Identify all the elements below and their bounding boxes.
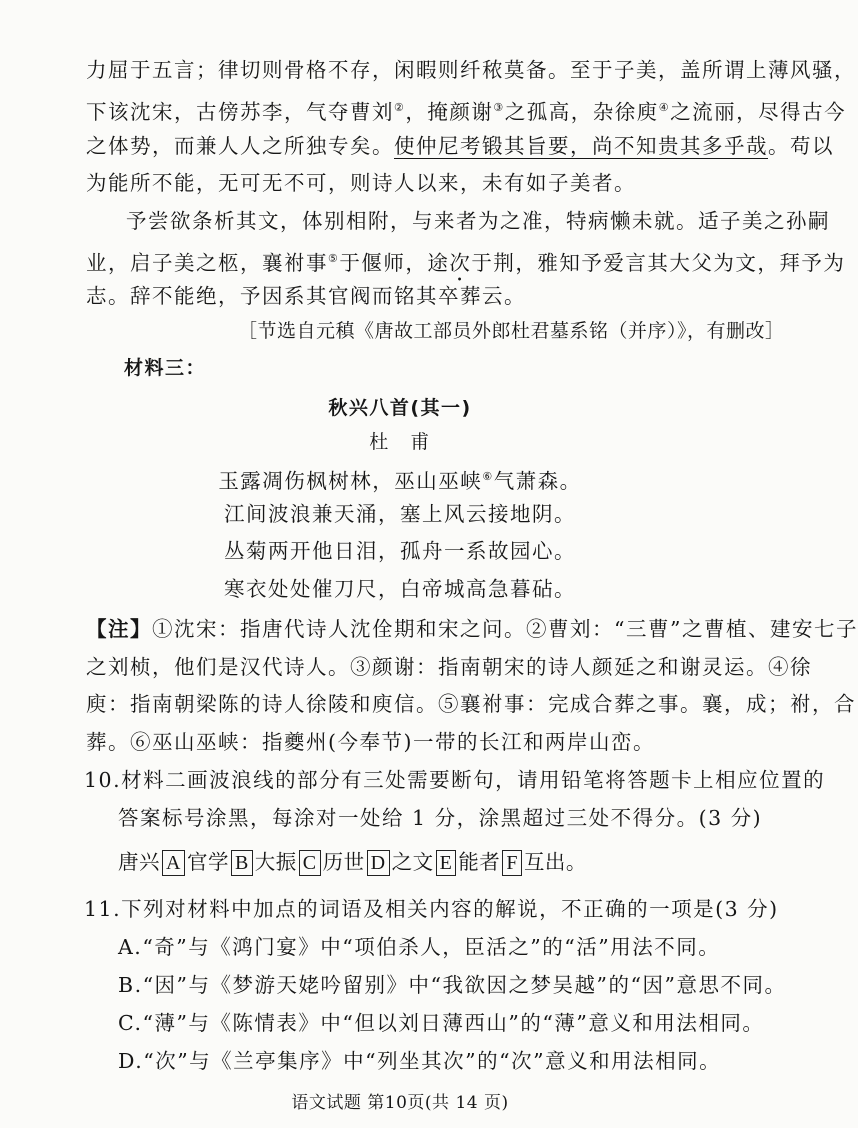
poem-line-4: 寒衣处处催刀尺，白帝城高急暮砧。 <box>224 577 576 601</box>
text-span: ，掩颜谢 <box>405 99 494 124</box>
note-line-2: 之刘桢，他们是汉代诗人。③颜谢：指南朝宋的诗人颜延之和谢灵运。④徐 <box>86 655 812 679</box>
poem-author: 杜 甫 <box>369 431 431 453</box>
note-ref-2: ② <box>394 101 406 114</box>
text-span: 于荆，雅知予爱言其大父为文，拜予为 <box>471 250 846 275</box>
question-10-line-1: 10.材料二画波浪线的部分有三处需要断句，请用铅笔将答题卡上相应位置的 <box>84 768 826 792</box>
option-box-d[interactable]: D <box>367 850 390 876</box>
segment: 唐兴 <box>118 850 160 874</box>
text-span: 之体势，而兼人人之所独专矣。 <box>86 134 394 158</box>
note-line-3: 庾：指南朝梁陈的诗人徐陵和庾信。⑤襄祔事：完成合葬之事。襄，成；祔，合 <box>86 692 856 716</box>
wavy-underlined-text: 使仲尼考锻其旨要，尚不知贵其多乎哉 <box>394 134 768 158</box>
text-span: 气萧森。 <box>493 468 582 493</box>
question-11-option-a[interactable]: A.“奇”与《鸿门宴》中“项伯杀人，臣活之”的“活”用法不同。 <box>118 935 721 959</box>
poem-line-1 <box>0 462 800 492</box>
question-11-line-1: 11.下列对材料中加点的词语及相关内容的解说，不正确的一项是(3 分) <box>84 897 779 921</box>
option-box-f[interactable]: F <box>502 850 522 876</box>
segment: 能者 <box>458 850 501 874</box>
text-span: ①沈宋：指唐代诗人沈佺期和宋之问。②曹刘：“三曹”之曹植、建安七子 <box>152 617 858 641</box>
text-span: 业，启子美之柩，襄祔事 <box>86 250 328 275</box>
passage-line-4: 为能所不能，无可无不可，则诗人以来，未有如子美者。 <box>86 171 636 195</box>
note-ref-5: ⑤ <box>328 252 340 265</box>
question-10-line-2: 答案标号涂黑，每涂对一处给 1 分，涂黑超过三处不得分。(3 分) <box>118 806 763 830</box>
material-3-label: 材料三： <box>124 357 207 379</box>
text-span: 。苟以 <box>768 134 834 158</box>
question-11-option-d[interactable]: D.“次”与《兰亭集序》中“列坐其次”的“次”意义和用法相同。 <box>118 1049 722 1073</box>
poem-line-3: 丛菊两开他日泪，孤舟一系故园心。 <box>224 539 576 563</box>
note-line-4: 葬。⑥巫山巫峡：指夔州(今奉节)一带的长江和两岸山峦。 <box>86 730 655 754</box>
passage-line-6 <box>86 244 846 275</box>
note-label: 【注】 <box>86 617 152 641</box>
option-box-a[interactable]: A <box>162 850 185 876</box>
segment: 官学 <box>186 850 229 874</box>
dotted-word: 次 <box>449 250 472 275</box>
passage-line-1: 力屈于五言；律切则骨格不存，闲暇则纤秾莫备。至于子美，盖所谓上薄风骚， <box>86 58 856 82</box>
page-footer: 语文试题 第10页(共 14 页) <box>291 1093 509 1113</box>
source-citation: ［节选自元稹《唐故工部员外郎杜君墓系铭（并序）》，有删改］ <box>238 320 785 342</box>
option-box-e[interactable]: E <box>436 850 457 876</box>
segment: 历世 <box>322 850 365 874</box>
poem-title: 秋兴八首(其一) <box>328 397 472 419</box>
segment: 之文 <box>391 850 434 874</box>
text-span: 之孤高，杂徐庾 <box>504 99 659 124</box>
question-10-options <box>118 847 740 877</box>
note-ref-6: ⑥ <box>482 470 494 483</box>
text-span: 于偃师，途 <box>339 250 450 275</box>
poem-line-2: 江间波浪兼天涌，塞上风云接地阴。 <box>224 502 576 526</box>
segment: 大振 <box>254 850 297 874</box>
note-ref-3: ③ <box>493 101 505 114</box>
note-ref-4: ④ <box>658 101 671 114</box>
text-span: 之流丽，尽得古今 <box>670 99 847 124</box>
text-span: 玉露凋伤枫树林，巫山巫峡 <box>218 468 483 493</box>
option-box-c[interactable]: C <box>299 850 321 876</box>
note-line-1 <box>86 614 858 644</box>
passage-line-7: 志。辞不能绝，予因系其官阀而铭其卒葬云。 <box>86 284 526 308</box>
passage-line-5: 予尝欲条析其文，体别相附，与来者为之准，特病懒未就。适子美之孙嗣 <box>126 209 830 233</box>
text-span: 下该沈宋，古傍苏李，气夺曹刘 <box>86 99 394 124</box>
option-box-b[interactable]: B <box>231 850 253 876</box>
question-11-option-c[interactable]: C.“薄”与《陈情表》中“但以刘日薄西山”的“薄”意义和用法相同。 <box>118 1011 765 1035</box>
passage-line-2 <box>86 93 847 124</box>
question-11-option-b[interactable]: B.“因”与《梦游天姥吟留别》中“我欲因之梦吴越”的“因”意思不同。 <box>118 973 787 997</box>
passage-line-3 <box>86 131 834 161</box>
segment: 互出。 <box>523 850 587 874</box>
